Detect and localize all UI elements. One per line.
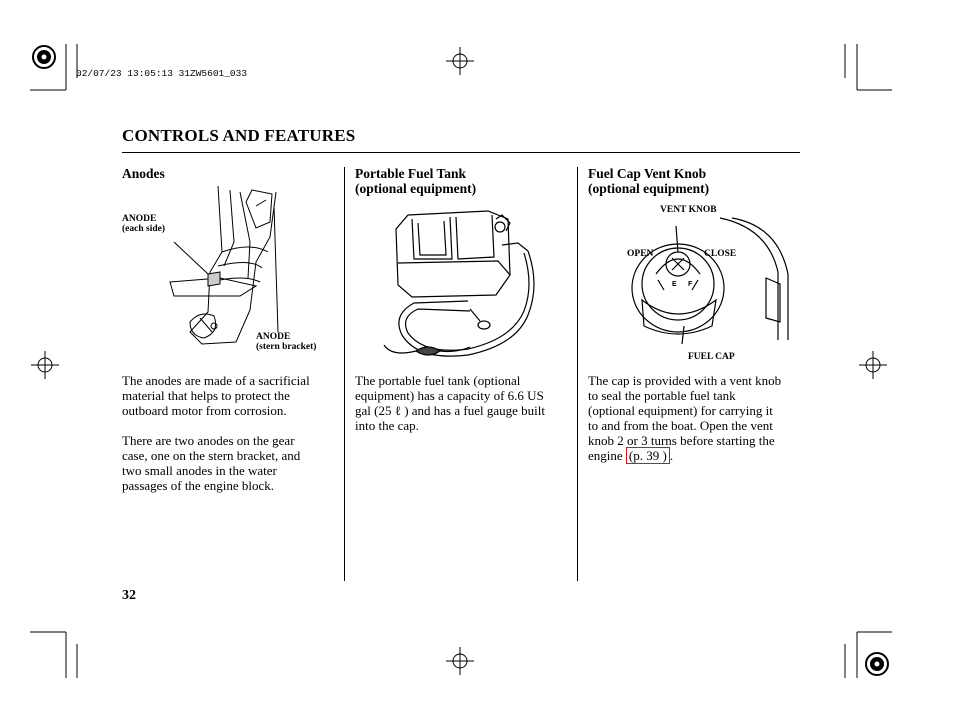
label-anode-stern-bracket: ANODE (stern bracket): [256, 332, 317, 352]
period-text: .: [669, 448, 674, 463]
svg-text:E: E: [672, 281, 677, 288]
engine-text: engine: [588, 448, 626, 463]
fuel-cap-illustration: [592, 214, 807, 354]
label-open: OPEN: [627, 249, 654, 259]
header-rule: [122, 152, 800, 153]
label-anode-each-side: ANODE (each side): [122, 214, 166, 234]
star-target-icon: [33, 46, 55, 68]
star-target-icon: [866, 653, 888, 675]
label-vent-knob: VENT KNOB: [660, 205, 717, 215]
print-stamp: 02/07/23 13:05:13 31ZW5601_033: [76, 68, 248, 79]
page-39-link[interactable]: (p. 39 ): [626, 447, 670, 464]
fuel-tank-illustration: [378, 205, 578, 365]
vent-knob-heading: Fuel Cap Vent Knob (optional equipment): [588, 166, 710, 196]
section-title: CONTROLS AND FEATURES: [122, 126, 356, 145]
anodes-paragraph-1: The anodes are made of a sacrificial material that helps to protect the outboard motor from corrosion.: [122, 373, 310, 418]
label-close: CLOSE: [704, 249, 737, 259]
anodes-paragraph-2: There are two anodes on the gear case, one on the stern bracket, and two small anodes in the water passages of the engine block.: [122, 433, 301, 493]
fuel-tank-heading: Portable Fuel Tank (optional equipment): [355, 166, 477, 196]
page-number: 32: [122, 588, 136, 603]
vent-knob-paragraph: The cap is provided with a vent knob to seal the portable fuel tank (optional equipment) for carrying it to and from the boat. Open the vent knob 2 or 3 turns before starting the engine (p. 39 ) .: [588, 373, 782, 463]
fuel-tank-paragraph: The portable fuel tank (optional equipment) has a capacity of 6.6 US gal (25 ℓ ) and has a fuel gauge built into the cap.: [355, 373, 545, 433]
label-fuel-cap: FUEL CAP: [688, 352, 735, 362]
svg-text:F: F: [688, 281, 693, 288]
anodes-heading: Anodes: [122, 166, 165, 181]
column-divider: [344, 167, 345, 581]
